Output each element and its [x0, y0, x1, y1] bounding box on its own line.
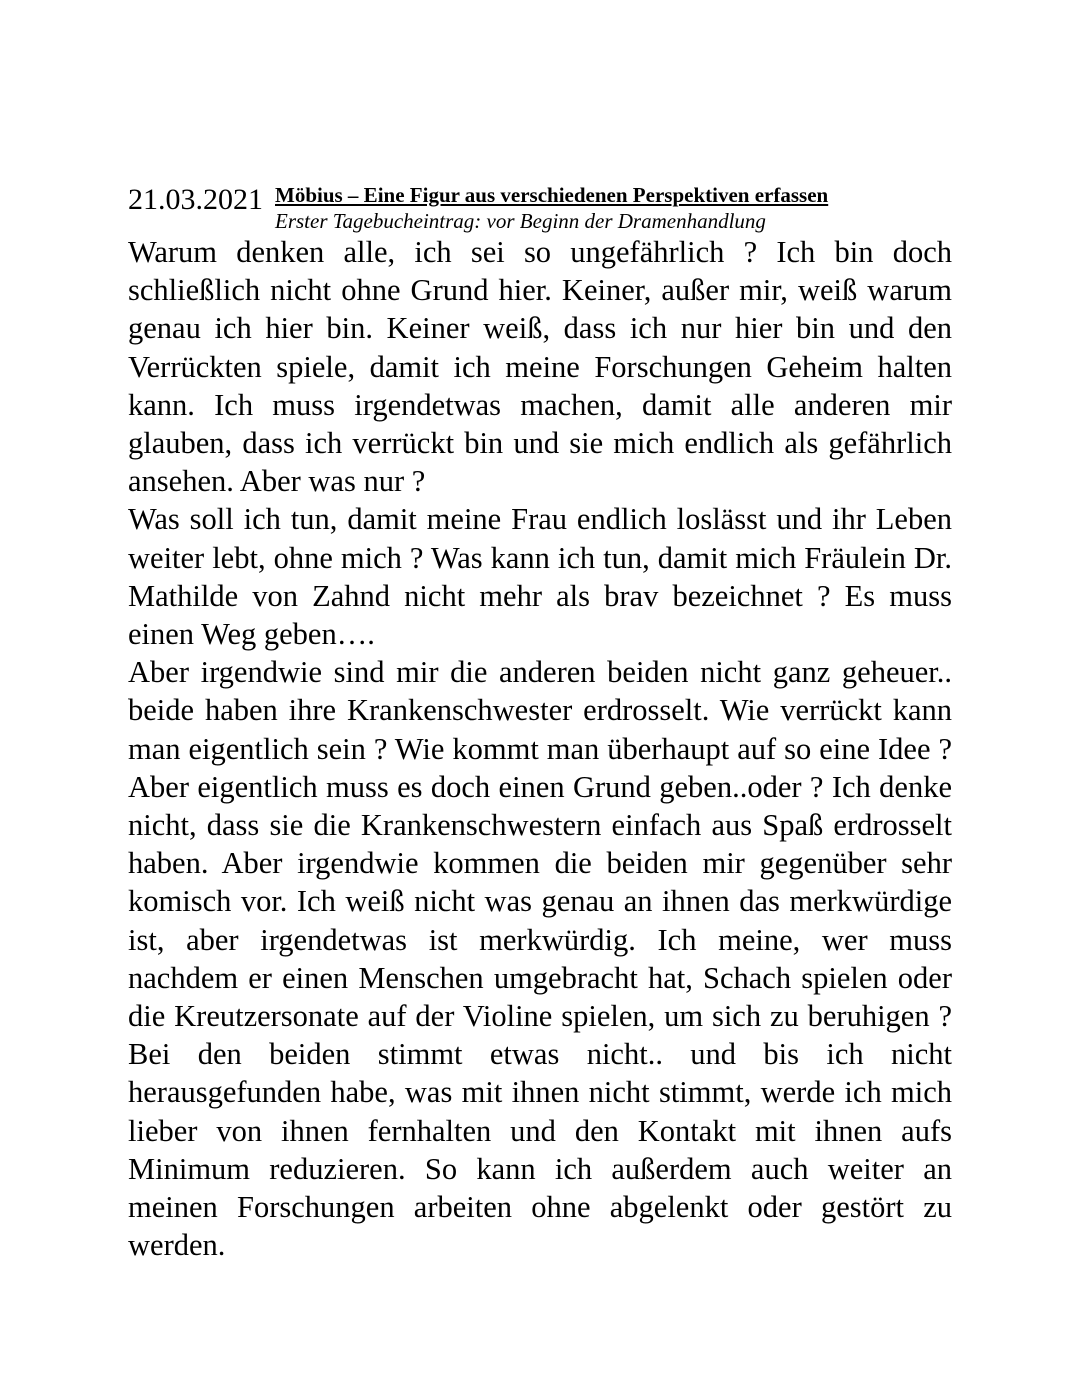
entry-date: 21.03.2021: [128, 183, 263, 216]
paragraph-2: Was soll ich tun, damit meine Frau endlich loslässt und ihr Leben weiter lebt, ohne mich ? Was kann ich tun, damit mich Fräulein Dr. Mathilde von Zahnd nicht mehr als brav bezeichnet ? Es muss einen Weg geben….: [128, 502, 952, 652]
paragraph-3: Aber irgendwie sind mir die anderen beiden nicht ganz geheuer.. beide haben ihre Krankenschwester erdrosselt. Wie verrückt kann man eigentlich sein ? Wie kommt man überhaupt auf so eine Idee ? Aber eigentlich muss es doch einen Grund geben..oder ? Ich denke nicht, dass sie die Krankenschwestern einfach aus Spaß erdrosselt haben. Aber irgendwie kommen die beiden mir gegenüber sehr komisch vor. Ich weiß nicht was genau an ihnen das merkwürdige ist, aber irgendetwas ist merkwürdig. Ich meine, wer muss nachdem er einen Menschen umgebracht hat, Schach spielen oder die Kreutzersonate auf der Violine spielen, um sich zu beruhigen ? Bei den beiden stimmt etwas nicht.. und bis ich nicht herausgefunden habe, was mit ihnen nicht stimmt, werde ich mich lieber von ihnen fernhalten und den Kontakt mit ihnen aufs Minimum reduzieren. So kann ich außerdem auch weiter an meinen Forschungen arbeiten ohne abgelenkt oder gestört zu werden.: [128, 655, 952, 1263]
header-titles: [275, 178, 828, 233]
entry-header: [128, 178, 952, 233]
diary-body: [128, 233, 952, 1264]
document-title: Möbius – Eine Figur aus verschiedenen Perspektiven erfassen: [275, 183, 829, 207]
paragraph-1: Warum denken alle, ich sei so ungefährlich ? Ich bin doch schließlich nicht ohne Grund hier. Keiner, außer mir, weiß warum genau ich hier bin. Keiner weiß, dass ich nur hier bin und den Verrückten spiele, damit ich meine Forschungen Geheim halten kann. Ich muss irgendetwas machen, damit alle anderen mir glauben, dass ich verrückt bin und sie mich endlich als gefährlich ansehen. Aber was nur ?: [128, 235, 952, 499]
document-subtitle: Erster Tagebucheintrag: vor Beginn der Dramenhandlung: [275, 209, 766, 233]
document-page: [128, 178, 952, 1264]
